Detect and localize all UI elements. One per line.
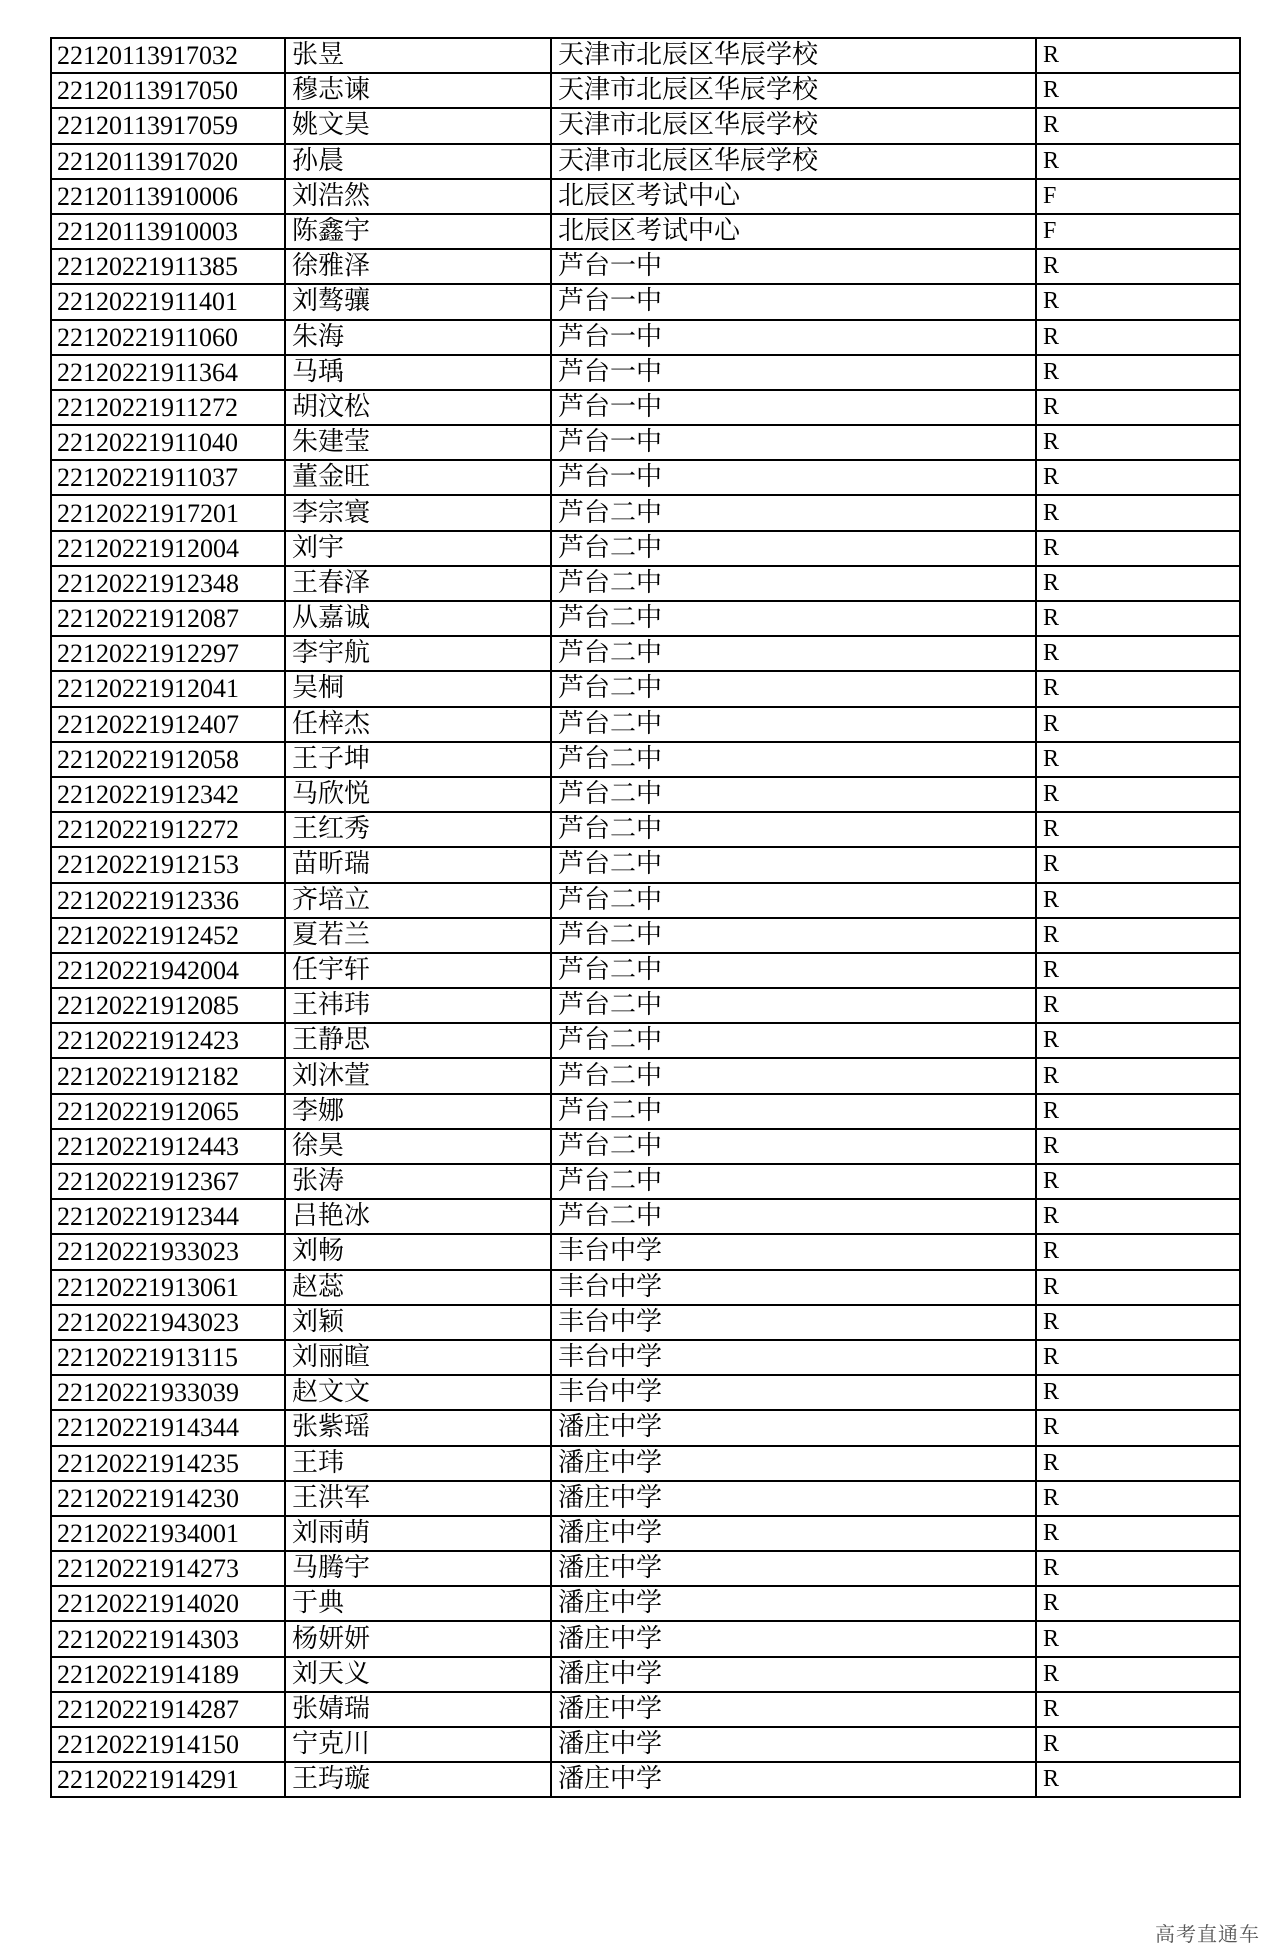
school-cell: 潘庄中学 xyxy=(551,1586,1036,1621)
school-cell: 芦台一中 xyxy=(551,460,1036,495)
table-row xyxy=(51,1692,1240,1727)
school-cell: 潘庄中学 xyxy=(551,1762,1036,1797)
name-cell: 姚文昊 xyxy=(285,108,551,143)
table-row xyxy=(51,601,1240,636)
table-row xyxy=(51,636,1240,671)
exam-id-cell: 22120221912443 xyxy=(51,1129,285,1164)
school-cell: 天津市北辰区华辰学校 xyxy=(551,38,1036,73)
category-cell: R xyxy=(1036,988,1240,1023)
category-cell: R xyxy=(1036,249,1240,284)
name-cell: 李宗寰 xyxy=(285,495,551,530)
school-cell: 芦台二中 xyxy=(551,636,1036,671)
student-table-body xyxy=(51,38,1240,1797)
exam-id-cell: 22120113917020 xyxy=(51,144,285,179)
school-cell: 芦台二中 xyxy=(551,812,1036,847)
exam-id-cell: 22120221914189 xyxy=(51,1657,285,1692)
school-cell: 芦台一中 xyxy=(551,320,1036,355)
name-cell: 李宇航 xyxy=(285,636,551,671)
exam-id-cell: 22120221914273 xyxy=(51,1551,285,1586)
category-cell: R xyxy=(1036,495,1240,530)
name-cell: 齐培立 xyxy=(285,883,551,918)
table-row xyxy=(51,1305,1240,1340)
name-cell: 刘畅 xyxy=(285,1234,551,1269)
school-cell: 芦台二中 xyxy=(551,953,1036,988)
school-cell: 芦台一中 xyxy=(551,390,1036,425)
table-row xyxy=(51,144,1240,179)
name-cell: 杨妍妍 xyxy=(285,1621,551,1656)
exam-id-cell: 22120221912367 xyxy=(51,1164,285,1199)
category-cell: R xyxy=(1036,320,1240,355)
table-row xyxy=(51,883,1240,918)
exam-id-cell: 22120221911385 xyxy=(51,249,285,284)
category-cell: R xyxy=(1036,707,1240,742)
table-row xyxy=(51,566,1240,601)
table-row xyxy=(51,1094,1240,1129)
exam-id-cell: 22120113910006 xyxy=(51,179,285,214)
name-cell: 张婧瑞 xyxy=(285,1692,551,1727)
category-cell: R xyxy=(1036,777,1240,812)
school-cell: 芦台二中 xyxy=(551,1164,1036,1199)
table-row xyxy=(51,214,1240,249)
exam-id-cell: 22120221913115 xyxy=(51,1340,285,1375)
exam-id-cell: 22120221913061 xyxy=(51,1270,285,1305)
school-cell: 芦台一中 xyxy=(551,425,1036,460)
category-cell: R xyxy=(1036,1270,1240,1305)
category-cell: R xyxy=(1036,108,1240,143)
table-row xyxy=(51,707,1240,742)
exam-id-cell: 22120221912041 xyxy=(51,671,285,706)
school-cell: 潘庄中学 xyxy=(551,1446,1036,1481)
school-cell: 丰台中学 xyxy=(551,1340,1036,1375)
name-cell: 夏若兰 xyxy=(285,918,551,953)
exam-id-cell: 22120221942004 xyxy=(51,953,285,988)
school-cell: 潘庄中学 xyxy=(551,1410,1036,1445)
exam-id-cell: 22120113917032 xyxy=(51,38,285,73)
school-cell: 芦台二中 xyxy=(551,1199,1036,1234)
exam-id-cell: 22120221914344 xyxy=(51,1410,285,1445)
exam-id-cell: 22120221933039 xyxy=(51,1375,285,1410)
name-cell: 刘宇 xyxy=(285,531,551,566)
school-cell: 北辰区考试中心 xyxy=(551,214,1036,249)
school-cell: 芦台二中 xyxy=(551,1094,1036,1129)
category-cell: R xyxy=(1036,1375,1240,1410)
school-cell: 天津市北辰区华辰学校 xyxy=(551,144,1036,179)
category-cell: F xyxy=(1036,214,1240,249)
table-row xyxy=(51,460,1240,495)
category-cell: R xyxy=(1036,671,1240,706)
category-cell: R xyxy=(1036,1058,1240,1093)
exam-id-cell: 22120221911037 xyxy=(51,460,285,495)
exam-id-cell: 22120221912297 xyxy=(51,636,285,671)
name-cell: 董金旺 xyxy=(285,460,551,495)
name-cell: 吴桐 xyxy=(285,671,551,706)
name-cell: 刘雨萌 xyxy=(285,1516,551,1551)
category-cell: R xyxy=(1036,425,1240,460)
exam-id-cell: 22120221912272 xyxy=(51,812,285,847)
category-cell: R xyxy=(1036,1621,1240,1656)
category-cell: R xyxy=(1036,531,1240,566)
table-row xyxy=(51,425,1240,460)
exam-id-cell: 22120221912407 xyxy=(51,707,285,742)
school-cell: 潘庄中学 xyxy=(551,1551,1036,1586)
category-cell: R xyxy=(1036,812,1240,847)
name-cell: 刘浩然 xyxy=(285,179,551,214)
exam-id-cell: 22120221912087 xyxy=(51,601,285,636)
student-table xyxy=(50,37,1241,1798)
exam-id-cell: 22120221934001 xyxy=(51,1516,285,1551)
school-cell: 芦台一中 xyxy=(551,249,1036,284)
school-cell: 潘庄中学 xyxy=(551,1727,1036,1762)
name-cell: 张昱 xyxy=(285,38,551,73)
table-row xyxy=(51,1375,1240,1410)
name-cell: 刘沐萱 xyxy=(285,1058,551,1093)
table-row xyxy=(51,1762,1240,1797)
table-row xyxy=(51,179,1240,214)
school-cell: 丰台中学 xyxy=(551,1234,1036,1269)
table-row xyxy=(51,1621,1240,1656)
exam-id-cell: 22120113917059 xyxy=(51,108,285,143)
exam-id-cell: 22120221914291 xyxy=(51,1762,285,1797)
category-cell: R xyxy=(1036,460,1240,495)
name-cell: 刘天义 xyxy=(285,1657,551,1692)
school-cell: 芦台二中 xyxy=(551,918,1036,953)
category-cell: R xyxy=(1036,636,1240,671)
table-row xyxy=(51,1270,1240,1305)
category-cell: R xyxy=(1036,1516,1240,1551)
table-row xyxy=(51,671,1240,706)
name-cell: 王玮 xyxy=(285,1446,551,1481)
exam-id-cell: 22120221911364 xyxy=(51,355,285,390)
category-cell: R xyxy=(1036,390,1240,425)
exam-id-cell: 22120221912085 xyxy=(51,988,285,1023)
table-row xyxy=(51,355,1240,390)
table-row xyxy=(51,742,1240,777)
name-cell: 马欣悦 xyxy=(285,777,551,812)
name-cell: 张涛 xyxy=(285,1164,551,1199)
school-cell: 北辰区考试中心 xyxy=(551,179,1036,214)
table-row xyxy=(51,812,1240,847)
exam-id-cell: 22120221912342 xyxy=(51,777,285,812)
category-cell: R xyxy=(1036,1234,1240,1269)
name-cell: 王春泽 xyxy=(285,566,551,601)
name-cell: 张紫瑶 xyxy=(285,1410,551,1445)
category-cell: R xyxy=(1036,1199,1240,1234)
name-cell: 吕艳冰 xyxy=(285,1199,551,1234)
exam-id-cell: 22120221914235 xyxy=(51,1446,285,1481)
school-cell: 芦台二中 xyxy=(551,707,1036,742)
name-cell: 王洪军 xyxy=(285,1481,551,1516)
category-cell: R xyxy=(1036,284,1240,319)
exam-id-cell: 22120221912058 xyxy=(51,742,285,777)
category-cell: R xyxy=(1036,883,1240,918)
table-row xyxy=(51,988,1240,1023)
table-row xyxy=(51,531,1240,566)
name-cell: 朱海 xyxy=(285,320,551,355)
exam-id-cell: 22120221911040 xyxy=(51,425,285,460)
table-row xyxy=(51,1410,1240,1445)
table-row xyxy=(51,390,1240,425)
category-cell: R xyxy=(1036,953,1240,988)
name-cell: 刘丽暄 xyxy=(285,1340,551,1375)
category-cell: R xyxy=(1036,918,1240,953)
table-row xyxy=(51,1023,1240,1058)
name-cell: 朱建莹 xyxy=(285,425,551,460)
table-row xyxy=(51,1551,1240,1586)
exam-id-cell: 22120113910003 xyxy=(51,214,285,249)
category-cell: R xyxy=(1036,601,1240,636)
table-row xyxy=(51,1340,1240,1375)
exam-id-cell: 22120221911272 xyxy=(51,390,285,425)
table-row xyxy=(51,1516,1240,1551)
table-row xyxy=(51,1727,1240,1762)
school-cell: 潘庄中学 xyxy=(551,1657,1036,1692)
table-row xyxy=(51,953,1240,988)
school-cell: 芦台一中 xyxy=(551,284,1036,319)
category-cell: R xyxy=(1036,1692,1240,1727)
category-cell: R xyxy=(1036,144,1240,179)
exam-id-cell: 22120221917201 xyxy=(51,495,285,530)
exam-id-cell: 22120113917050 xyxy=(51,73,285,108)
school-cell: 丰台中学 xyxy=(551,1270,1036,1305)
name-cell: 王玙璇 xyxy=(285,1762,551,1797)
name-cell: 于典 xyxy=(285,1586,551,1621)
table-row xyxy=(51,1446,1240,1481)
name-cell: 马腾宇 xyxy=(285,1551,551,1586)
name-cell: 徐雅泽 xyxy=(285,249,551,284)
category-cell: R xyxy=(1036,1164,1240,1199)
table-row xyxy=(51,1164,1240,1199)
category-cell: R xyxy=(1036,1481,1240,1516)
exam-id-cell: 22120221914287 xyxy=(51,1692,285,1727)
name-cell: 胡汶松 xyxy=(285,390,551,425)
name-cell: 穆志谏 xyxy=(285,73,551,108)
watermark-text: 高考直通车 xyxy=(1155,1922,1260,1946)
category-cell: R xyxy=(1036,1023,1240,1058)
table-row xyxy=(51,918,1240,953)
school-cell: 芦台二中 xyxy=(551,883,1036,918)
exam-id-cell: 22120221912004 xyxy=(51,531,285,566)
name-cell: 苗昕瑞 xyxy=(285,847,551,882)
school-cell: 潘庄中学 xyxy=(551,1481,1036,1516)
table-row xyxy=(51,1481,1240,1516)
table-row xyxy=(51,320,1240,355)
school-cell: 潘庄中学 xyxy=(551,1621,1036,1656)
exam-id-cell: 22120221911401 xyxy=(51,284,285,319)
name-cell: 任梓杰 xyxy=(285,707,551,742)
name-cell: 马瑀 xyxy=(285,355,551,390)
name-cell: 王子坤 xyxy=(285,742,551,777)
table-row xyxy=(51,495,1240,530)
table-row xyxy=(51,1129,1240,1164)
school-cell: 芦台二中 xyxy=(551,777,1036,812)
table-row xyxy=(51,249,1240,284)
school-cell: 芦台二中 xyxy=(551,1129,1036,1164)
exam-id-cell: 22120221912423 xyxy=(51,1023,285,1058)
name-cell: 刘骜骧 xyxy=(285,284,551,319)
name-cell: 任宇轩 xyxy=(285,953,551,988)
category-cell: R xyxy=(1036,847,1240,882)
exam-id-cell: 22120221912153 xyxy=(51,847,285,882)
exam-id-cell: 22120221912452 xyxy=(51,918,285,953)
table-row xyxy=(51,1586,1240,1621)
category-cell: F xyxy=(1036,179,1240,214)
school-cell: 芦台二中 xyxy=(551,531,1036,566)
school-cell: 潘庄中学 xyxy=(551,1692,1036,1727)
name-cell: 徐昊 xyxy=(285,1129,551,1164)
school-cell: 芦台二中 xyxy=(551,988,1036,1023)
name-cell: 赵蕊 xyxy=(285,1270,551,1305)
exam-id-cell: 22120221943023 xyxy=(51,1305,285,1340)
name-cell: 王静思 xyxy=(285,1023,551,1058)
school-cell: 天津市北辰区华辰学校 xyxy=(551,73,1036,108)
school-cell: 芦台二中 xyxy=(551,1023,1036,1058)
school-cell: 丰台中学 xyxy=(551,1305,1036,1340)
category-cell: R xyxy=(1036,1727,1240,1762)
school-cell: 芦台一中 xyxy=(551,355,1036,390)
table-row xyxy=(51,1234,1240,1269)
school-cell: 芦台二中 xyxy=(551,1058,1036,1093)
school-cell: 芦台二中 xyxy=(551,601,1036,636)
table-row xyxy=(51,777,1240,812)
name-cell: 宁克川 xyxy=(285,1727,551,1762)
school-cell: 天津市北辰区华辰学校 xyxy=(551,108,1036,143)
category-cell: R xyxy=(1036,1551,1240,1586)
exam-id-cell: 22120221912344 xyxy=(51,1199,285,1234)
name-cell: 孙晨 xyxy=(285,144,551,179)
exam-id-cell: 22120221912348 xyxy=(51,566,285,601)
school-cell: 芦台二中 xyxy=(551,742,1036,777)
table-row xyxy=(51,284,1240,319)
category-cell: R xyxy=(1036,1410,1240,1445)
table-row xyxy=(51,1657,1240,1692)
table-row xyxy=(51,108,1240,143)
exam-id-cell: 22120221911060 xyxy=(51,320,285,355)
name-cell: 王祎玮 xyxy=(285,988,551,1023)
category-cell: R xyxy=(1036,1094,1240,1129)
exam-id-cell: 22120221912065 xyxy=(51,1094,285,1129)
exam-id-cell: 22120221914150 xyxy=(51,1727,285,1762)
category-cell: R xyxy=(1036,73,1240,108)
name-cell: 陈鑫宇 xyxy=(285,214,551,249)
name-cell: 李娜 xyxy=(285,1094,551,1129)
school-cell: 丰台中学 xyxy=(551,1375,1036,1410)
category-cell: R xyxy=(1036,1340,1240,1375)
category-cell: R xyxy=(1036,1305,1240,1340)
exam-id-cell: 22120221914020 xyxy=(51,1586,285,1621)
exam-id-cell: 22120221933023 xyxy=(51,1234,285,1269)
category-cell: R xyxy=(1036,1586,1240,1621)
school-cell: 芦台二中 xyxy=(551,495,1036,530)
table-row xyxy=(51,38,1240,73)
name-cell: 王红秀 xyxy=(285,812,551,847)
name-cell: 赵文文 xyxy=(285,1375,551,1410)
table-row xyxy=(51,1058,1240,1093)
category-cell: R xyxy=(1036,1657,1240,1692)
exam-id-cell: 22120221912336 xyxy=(51,883,285,918)
school-cell: 芦台二中 xyxy=(551,847,1036,882)
exam-id-cell: 22120221912182 xyxy=(51,1058,285,1093)
school-cell: 潘庄中学 xyxy=(551,1516,1036,1551)
table-row xyxy=(51,1199,1240,1234)
table-row xyxy=(51,847,1240,882)
name-cell: 从嘉诚 xyxy=(285,601,551,636)
category-cell: R xyxy=(1036,566,1240,601)
category-cell: R xyxy=(1036,1446,1240,1481)
name-cell: 刘颖 xyxy=(285,1305,551,1340)
exam-id-cell: 22120221914303 xyxy=(51,1621,285,1656)
table-row xyxy=(51,73,1240,108)
exam-id-cell: 22120221914230 xyxy=(51,1481,285,1516)
school-cell: 芦台二中 xyxy=(551,671,1036,706)
category-cell: R xyxy=(1036,1129,1240,1164)
category-cell: R xyxy=(1036,355,1240,390)
category-cell: R xyxy=(1036,38,1240,73)
category-cell: R xyxy=(1036,742,1240,777)
school-cell: 芦台二中 xyxy=(551,566,1036,601)
category-cell: R xyxy=(1036,1762,1240,1797)
